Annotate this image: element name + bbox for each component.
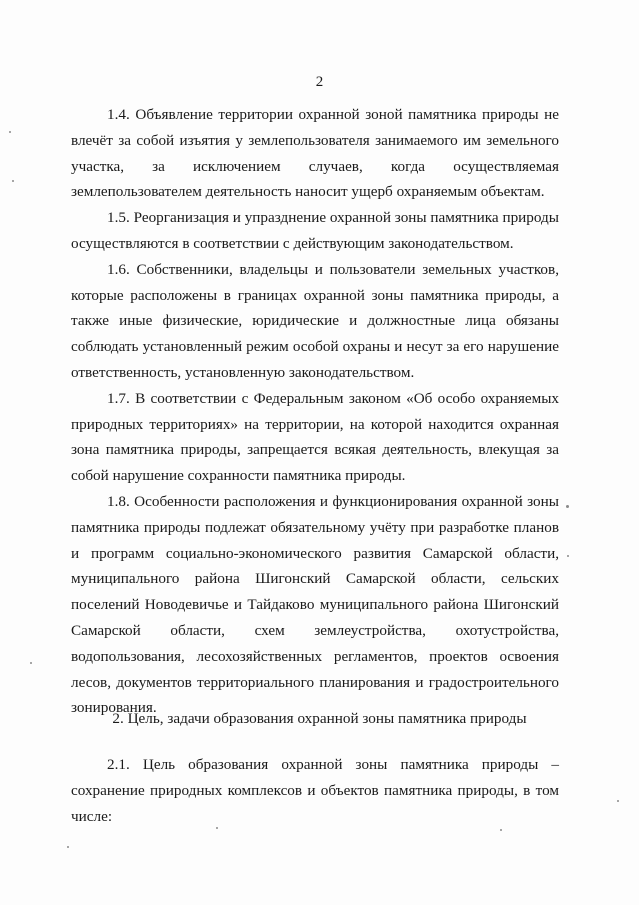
paragraph-2-1: 2.1. Цель образования охранной зоны памятника природы – сохранение природных комплексов и объектов памятника природы, в том числе: [71, 756, 559, 825]
paragraph-1-6: 1.6. Собственники, владельцы и пользователи земельных участков, которые расположены в границах охранной зоны памятника природы, а также иные физические, юридические и должностные лица обязаны соблюдать установленный режим особой охраны и несут за его нарушение ответственность, установленную законодательством. [71, 260, 559, 381]
scan-speck [617, 800, 619, 802]
scan-speck [216, 827, 218, 829]
scan-speck [30, 662, 32, 664]
scan-speck [9, 131, 11, 133]
scan-speck [500, 829, 502, 831]
section-2-body [71, 752, 559, 829]
section-2-heading: 2. Цель, задачи образования охранной зоны памятника природы [112, 710, 527, 727]
paragraph-1-5: 1.5. Реорганизация и упразднение охранной зоны памятника природы осуществляются в соответствии с действующим законодательством. [71, 209, 559, 252]
scan-speck [566, 505, 569, 508]
paragraph-1-7: 1.7. В соответствии с Федеральным законом «Об особо охраняемых природных территориях» на территории, на которой находится охранная зона памятника природы, запрещается всякая деятельность, влекущая за собой нарушение сохранности памятника природы. [71, 389, 559, 485]
paragraph-1-4: 1.4. Объявление территории охранной зоной памятника природы не влечёт за собой изъятия у землепользователя занимаемого им земельного участка, за исключением случаев, когда осуществляемая землепользователем деятельность наносит ущерб охраняемым объектам. [71, 106, 559, 201]
scan-speck [67, 846, 69, 848]
scan-speck [567, 555, 569, 557]
scan-speck [12, 180, 14, 182]
paragraph-1-8: 1.8. Особенности расположения и функционирования охранной зоны памятника природы подлежат обязательному учёту при разработке планов и программ социально-экономического развития Самарской области, муниципального района Шигонский Самарской области, сельских поселений Новодевичье и Тайдаково муниципального района Шигонский Самарской области, схем землеустройства, охотустройства, водопользования, лесохозяйственных регламентов, проектов освоения лесов, документов территориального планирования и градостроительного зонирования. [71, 492, 559, 717]
section-1-body [71, 102, 559, 721]
page-number: 2 [315, 74, 324, 90]
